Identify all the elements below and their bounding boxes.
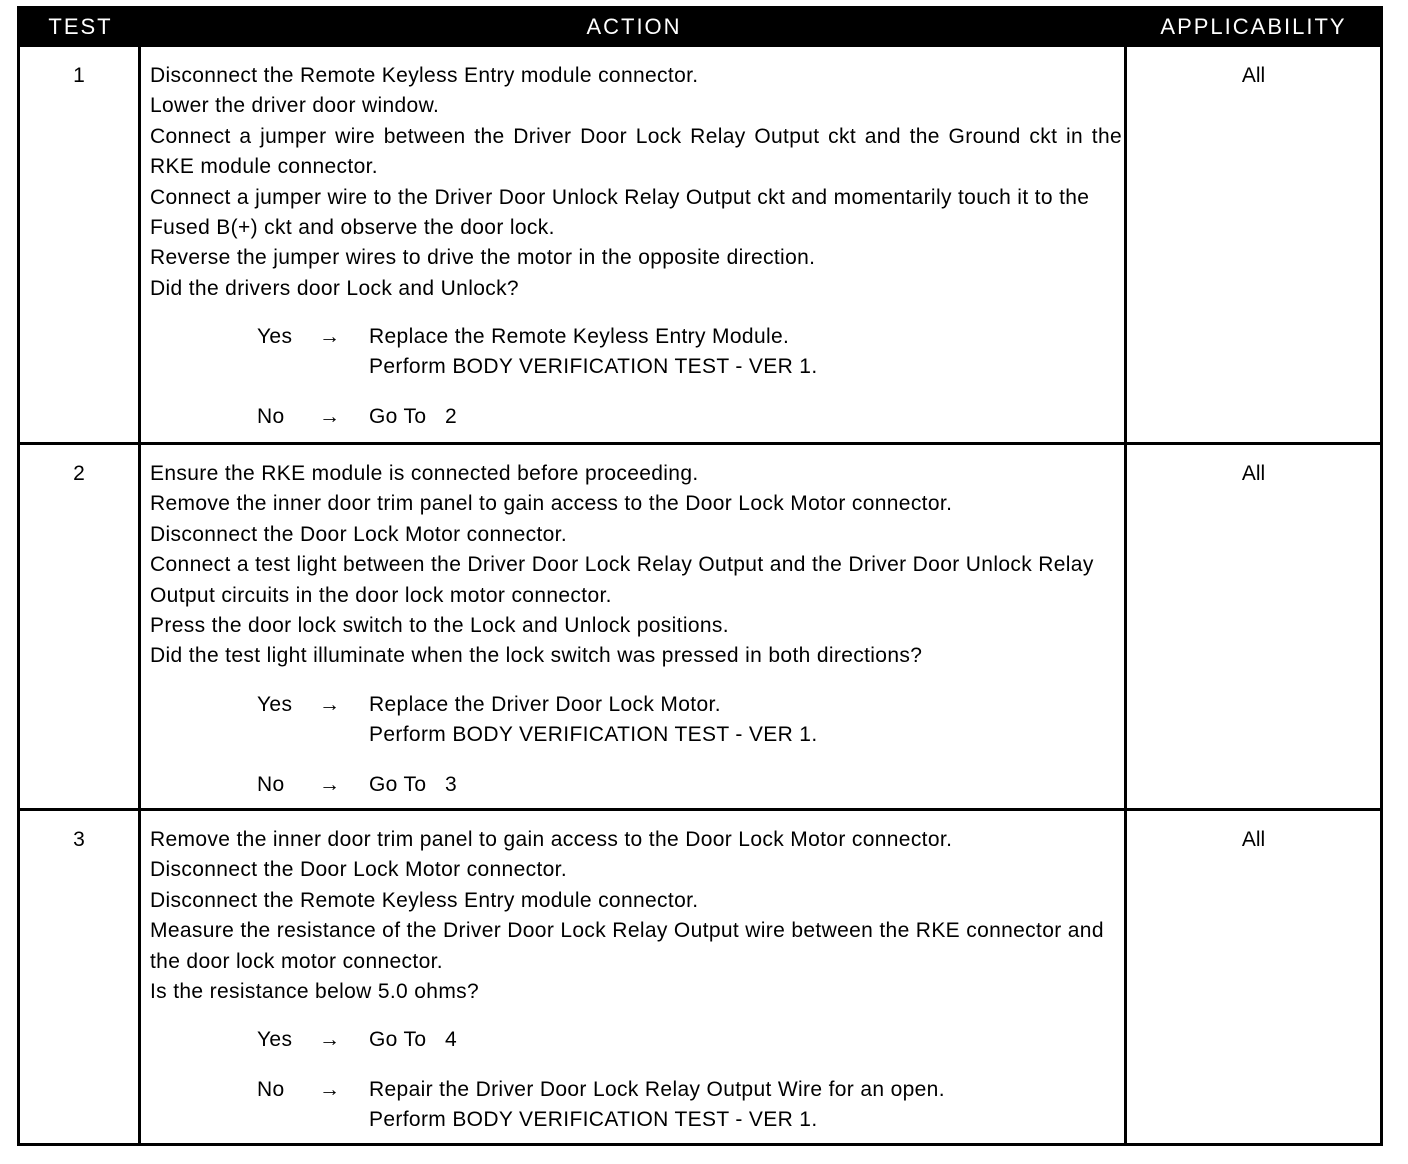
action-cell (141, 445, 1127, 808)
outcome-label: Yes (257, 693, 293, 716)
action-steps (150, 61, 1122, 304)
outcome-result (369, 1025, 1169, 1055)
outcome-line: Perform BODY VERIFICATION TEST - VER 1. (369, 355, 818, 379)
header-test: TEST (48, 14, 113, 39)
action-step: Disconnect the Remote Keyless Entry module connector. (150, 888, 699, 912)
action-step: Did the drivers door Lock and Unlock? (150, 276, 519, 300)
action-cell (141, 811, 1127, 1143)
outcome-line: Repair the Driver Door Lock Relay Output Wire for an open. (369, 1078, 945, 1101)
outcome-line: Go To 4 (369, 1028, 457, 1051)
applicability-value: All (1241, 64, 1266, 87)
applicability-value: All (1241, 828, 1266, 851)
test-number-cell (20, 445, 141, 808)
action-step: Connect a test light between the Driver Door Lock Relay Output and the Driver Door Unlock Relay Output circuits in the door lock motor connector. (150, 553, 1094, 607)
action-step: Did the test light illuminate when the lock switch was pressed in both directions? (150, 644, 923, 668)
arrow-right-icon: → (319, 325, 341, 348)
header-applicability: APPLICABILITY (1160, 14, 1347, 39)
outcome-line: Perform BODY VERIFICATION TEST - VER 1. (369, 1108, 818, 1132)
action-steps (150, 459, 1122, 672)
action-step: Connect a jumper wire to the Driver Door Unlock Relay Output ckt and momentarily touch it to the Fused B(+) ckt and observe the door lock. (150, 185, 1090, 240)
arrow-right-icon: → (319, 773, 341, 796)
action-step: Connect a jumper wire between the Driver Door Lock Relay Output ckt and the Ground ckt in the RKE module connector. (150, 124, 1122, 179)
action-step: Disconnect the Door Lock Motor connector. (150, 522, 568, 546)
outcome-label: No (257, 405, 285, 428)
action-cell (141, 47, 1127, 442)
arrow-right-icon: → (319, 1028, 341, 1051)
action-step: Reverse the jumper wires to drive the motor in the opposite direction. (150, 246, 816, 270)
action-step: Remove the inner door trim panel to gain access to the Door Lock Motor connector. (150, 828, 953, 851)
table-row-test-2 (20, 442, 1380, 808)
action-step: Disconnect the Remote Keyless Entry module connector. (150, 64, 699, 87)
arrow-right-icon: → (319, 693, 341, 716)
outcome-result (369, 770, 1169, 800)
outcome-result (369, 1075, 1169, 1136)
outcome-result (369, 690, 1169, 751)
applicability-cell (1127, 811, 1380, 1143)
test-number: 3 (73, 828, 85, 851)
arrow-right-icon: → (319, 1078, 341, 1101)
test-number-cell (20, 47, 141, 442)
outcome-line: Perform BODY VERIFICATION TEST - VER 1. (369, 723, 818, 747)
test-number-cell (20, 811, 141, 1143)
outcome-line: Replace the Remote Keyless Entry Module. (369, 325, 790, 348)
action-step: Press the door lock switch to the Lock and Unlock positions. (150, 614, 729, 638)
table-row-test-3 (20, 808, 1380, 1143)
action-step: Ensure the RKE module is connected before proceeding. (150, 462, 699, 485)
arrow-right-icon: → (319, 405, 341, 428)
action-step: Measure the resistance of the Driver Door Lock Relay Output wire between the RKE connector and the door lock motor connector. (150, 919, 1104, 973)
outcome-label: Yes (257, 325, 293, 348)
header-action: ACTION (586, 14, 682, 39)
diagnostic-table (17, 6, 1383, 1146)
action-step: Is the resistance below 5.0 ohms? (150, 980, 480, 1004)
outcome-label: No (257, 1078, 285, 1101)
outcome-line: Replace the Driver Door Lock Motor. (369, 693, 721, 716)
action-step: Disconnect the Door Lock Motor connector. (150, 858, 568, 882)
outcome-result (369, 402, 1169, 432)
outcome-label: No (257, 773, 285, 796)
applicability-cell (1127, 445, 1380, 808)
test-number: 1 (73, 64, 85, 87)
outcome-line: Go To 3 (369, 773, 457, 796)
test-number: 2 (73, 462, 85, 485)
outcome-result (369, 322, 1169, 383)
table-row-test-1 (20, 47, 1380, 442)
outcome-line: Go To 2 (369, 405, 457, 428)
table-header (20, 6, 1380, 47)
action-step: Remove the inner door trim panel to gain access to the Door Lock Motor connector. (150, 492, 953, 516)
applicability-value: All (1241, 462, 1266, 485)
action-steps (150, 825, 1122, 1007)
action-step: Lower the driver door window. (150, 94, 440, 118)
applicability-cell (1127, 47, 1380, 442)
outcome-label: Yes (257, 1028, 293, 1051)
